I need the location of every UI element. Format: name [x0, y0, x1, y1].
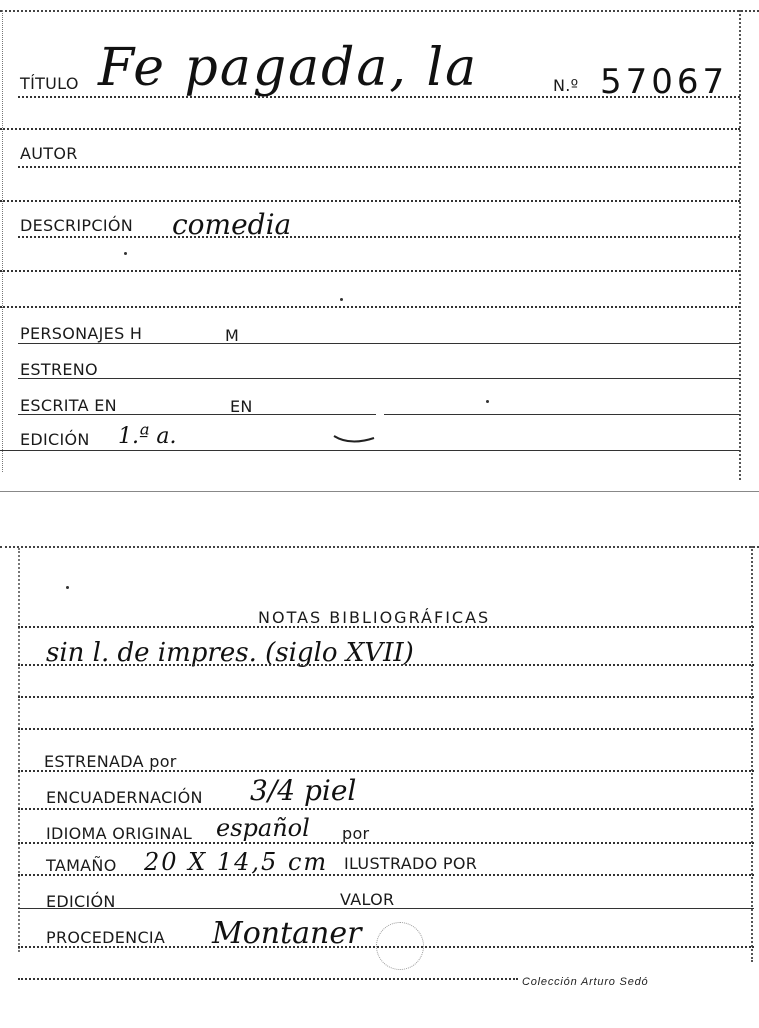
edicion-value: 1.ª a. — [118, 424, 177, 449]
idioma-por-label: por — [342, 824, 370, 843]
tamano-label: TAMAÑO — [46, 856, 117, 875]
notas-rule — [18, 626, 754, 628]
titulo-value: Fe pagada, la — [98, 38, 479, 98]
descripcion-label: DESCRIPCIÓN — [20, 216, 133, 235]
encuadernacion-label: ENCUADERNACIÓN — [46, 788, 203, 807]
catalog-card-front — [0, 0, 759, 492]
card-edge-right — [739, 10, 741, 480]
card-edge-top — [0, 546, 759, 548]
card-edge-left — [2, 10, 3, 472]
autor-label: AUTOR — [20, 144, 78, 163]
estreno-label: ESTRENO — [20, 360, 98, 379]
bottom-rule — [18, 978, 518, 980]
procedencia-label: PROCEDENCIA — [46, 928, 166, 947]
escrita-label: ESCRITA EN — [20, 396, 117, 415]
speck — [340, 298, 343, 301]
idioma-label: IDIOMA ORIGINAL — [46, 824, 193, 843]
escrita-en2-label: EN — [230, 397, 253, 416]
edicion-label: EDICIÓN — [20, 430, 90, 449]
blank-rule-2 — [0, 200, 740, 202]
titulo-label: TÍTULO — [20, 74, 79, 93]
idioma-value: español — [216, 814, 310, 842]
tamano-value: 20 X 14,5 cm — [144, 848, 329, 876]
escrita-rule-b — [384, 414, 740, 415]
notas-heading: NOTAS BIBLIOGRÁFICAS — [258, 608, 491, 627]
blank-rule-6 — [18, 728, 754, 730]
escrita-rule-a — [18, 414, 376, 415]
ilustrado-label: ILUSTRADO POR — [344, 854, 478, 873]
notas-value: sin l. de impres. (siglo XVII) — [46, 638, 414, 668]
card-edge-right — [751, 546, 753, 962]
encuadernacion-rule — [18, 808, 754, 810]
card-edge-left — [18, 548, 20, 952]
descripcion-value: comedia — [172, 208, 292, 241]
blank-rule-5 — [18, 696, 754, 698]
personajes-label: PERSONAJES H — [20, 324, 143, 343]
personajes-rule — [18, 343, 740, 344]
numero-label: N.º — [553, 76, 579, 95]
estrenada-rule — [18, 770, 754, 772]
speck — [486, 400, 489, 403]
numero-value: 57067 — [600, 62, 729, 102]
procedencia-rule — [18, 946, 754, 948]
speck — [124, 252, 127, 255]
autor-rule — [18, 166, 740, 168]
hand-stroke-mark — [330, 428, 380, 448]
idioma-rule — [18, 842, 754, 844]
card-separator — [0, 491, 759, 492]
speck — [66, 586, 69, 589]
back-edicion-rule — [18, 908, 754, 909]
collection-footer: Colección Arturo Sedó — [522, 976, 649, 988]
estrenada-label: ESTRENADA por — [44, 752, 177, 771]
encuadernacion-value: 3/4 piel — [250, 774, 357, 807]
descripcion-rule — [18, 236, 740, 238]
estreno-rule — [18, 378, 740, 379]
tamano-rule — [18, 874, 754, 876]
card-edge-top — [0, 10, 759, 12]
catalog-card-back — [0, 542, 759, 992]
valor-label: VALOR — [340, 890, 395, 909]
blank-rule-3 — [0, 270, 740, 272]
procedencia-value: Montaner — [212, 916, 362, 951]
titulo-rule — [18, 96, 740, 98]
blank-rule-4 — [0, 306, 740, 308]
back-edicion-label: EDICIÓN — [46, 892, 116, 911]
blank-rule-1 — [0, 128, 740, 130]
notas-value-rule — [18, 664, 754, 666]
edicion-rule — [0, 450, 740, 451]
personajes-m-label: M — [225, 326, 240, 345]
